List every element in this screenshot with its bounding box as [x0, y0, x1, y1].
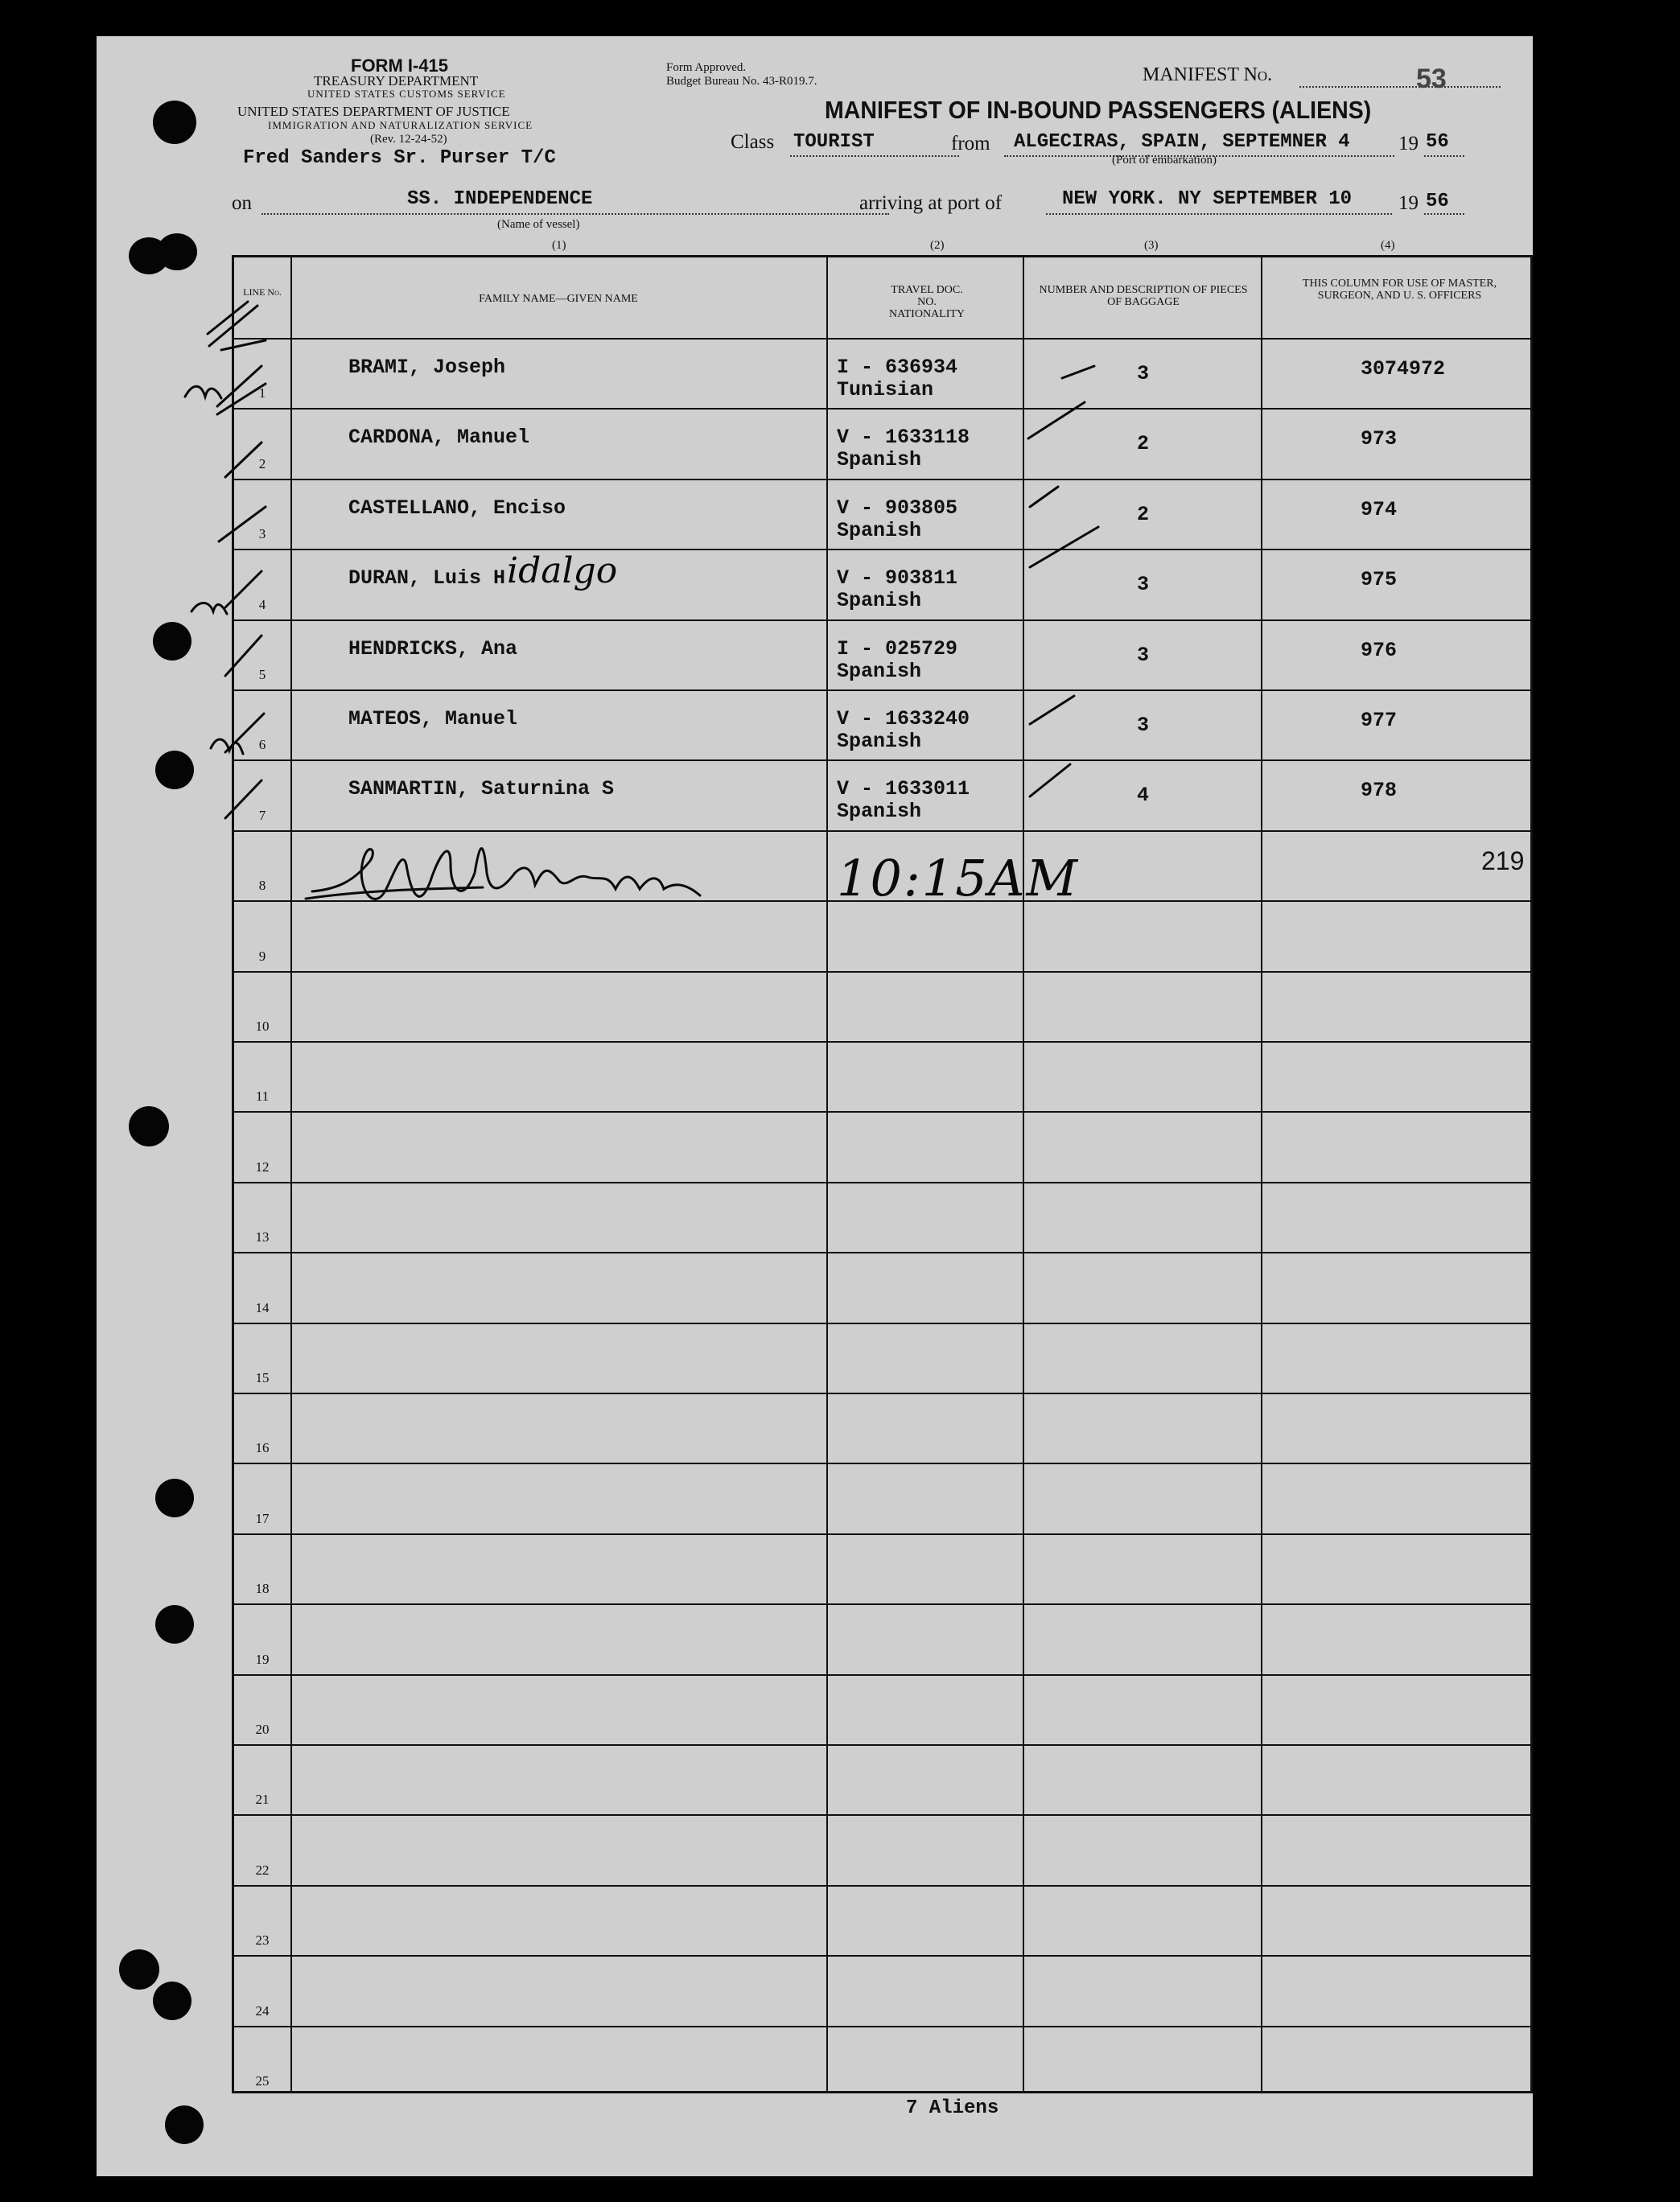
baggage-count: 4 [1137, 784, 1150, 808]
year-prefix-2: 19 [1398, 192, 1419, 214]
col-num-3: (3) [1144, 239, 1159, 252]
line-number: 2 [258, 455, 266, 471]
doc-tick [1030, 487, 1058, 507]
manifest-no: 53 [1416, 64, 1447, 94]
vessel-caption: (Name of vessel) [497, 218, 580, 231]
handwritten-marks [97, 36, 1533, 2176]
nationality: Tunisian [837, 378, 934, 401]
officer-number: 978 [1361, 779, 1398, 803]
form-approved: Form Approved. [666, 61, 747, 74]
officer-number: 977 [1361, 709, 1398, 732]
year-prefix-1: 19 [1398, 133, 1419, 154]
colhead-doc: TRAVEL DOC. NO. NATIONALITY [888, 284, 966, 320]
doc-tick [1028, 402, 1085, 438]
travel-doc-number: V - 1633118 [837, 426, 970, 450]
line-number: 8 [258, 878, 266, 894]
manifest-page [97, 36, 1533, 2176]
passenger-name: SANMARTIN, Saturnina S [348, 777, 615, 801]
line-number: 4 [258, 596, 266, 612]
initials-scribble [185, 386, 221, 398]
line-number: 22 [255, 1862, 270, 1878]
passenger-name-handwritten: idalgo [507, 550, 618, 592]
check-mark [217, 366, 266, 414]
passenger-name: MATEOS, Manuel [348, 707, 518, 731]
line-number: 18 [255, 1581, 270, 1597]
officer-number: 973 [1361, 427, 1398, 451]
arriving-label: arriving at port of [859, 192, 1003, 214]
time-stamp: 10:15AM [837, 849, 1079, 908]
line-number: 20 [255, 1722, 270, 1737]
form-number: FORM I-415 [351, 56, 449, 76]
travel-doc-number: V - 1633240 [837, 707, 970, 731]
nationality: Spanish [837, 800, 922, 824]
travel-doc-number: V - 903811 [837, 566, 958, 591]
line-number: 13 [255, 1229, 270, 1245]
passenger-name: DURAN, Luis H [348, 566, 506, 591]
line-number: 21 [255, 1792, 270, 1808]
colhead-line-no: LINE No. [243, 286, 282, 298]
line8-officer-number: 219 [1481, 846, 1525, 875]
line-number: 23 [255, 1932, 270, 1949]
colhead-name: FAMILY NAME—GIVEN NAME [479, 293, 638, 305]
manifest-no-label: MANIFEST No. [1143, 64, 1273, 85]
from-value: ALGECIRAS, SPAIN, SEPTEMNER 4 [1014, 131, 1350, 153]
line-number: 16 [255, 1440, 270, 1456]
class-value: TOURIST [793, 131, 875, 153]
page-title: MANIFEST OF IN-BOUND PASSENGERS (ALIENS) [825, 96, 1372, 124]
line-number: 12 [255, 1159, 270, 1175]
check-mark [225, 636, 261, 676]
officer-number: 975 [1361, 568, 1398, 592]
passenger-name: CASTELLANO, Enciso [348, 496, 566, 520]
arrival-value: NEW YORK. NY SEPTEMBER 10 [1062, 188, 1353, 210]
officer-number: 976 [1361, 638, 1398, 662]
nationality: Spanish [837, 730, 922, 753]
dept-ins: IMMIGRATION AND NATURALIZATION SERVICE [268, 119, 533, 131]
line-number: 17 [255, 1510, 270, 1526]
passenger-name: BRAMI, Joseph [348, 356, 506, 379]
class-label: Class [731, 131, 775, 153]
colhead-officers: THIS COLUMN FOR USE OF MASTER, SURGEON, AND U. S. OFFICERS [1302, 278, 1497, 302]
purser: Fred Sanders Sr. Purser T/C [243, 147, 556, 169]
colhead-baggage: NUMBER AND DESCRIPTION OF PIECES OF BAGGAGE [1039, 284, 1248, 308]
line-number: 5 [258, 667, 266, 682]
col-num-1: (1) [552, 239, 566, 252]
dept-treasury: TREASURY DEPARTMENT [314, 73, 479, 88]
col-num-2: (2) [930, 239, 945, 252]
col-num-4: (4) [1381, 239, 1395, 252]
baggage-count: 3 [1137, 643, 1150, 667]
line-number: 24 [255, 2002, 270, 2019]
line-number: 3 [258, 526, 266, 542]
form-revision: (Rev. 12-24-52) [370, 133, 447, 146]
nationality: Spanish [837, 448, 922, 472]
check-mark [208, 302, 266, 350]
line-number: 6 [258, 737, 266, 753]
nationality: Spanish [837, 589, 922, 613]
travel-doc-number: V - 1633011 [837, 777, 970, 801]
passenger-name: HENDRICKS, Ana [348, 636, 518, 661]
travel-doc-number: I - 636934 [837, 356, 958, 379]
line-number: 7 [258, 807, 266, 823]
doc-tick [1030, 696, 1074, 724]
travel-doc-number: V - 903805 [837, 496, 958, 520]
line-number: 10 [255, 1019, 270, 1034]
on-label: on [232, 192, 252, 214]
doc-tick [1030, 764, 1070, 796]
dept-customs: UNITED STATES CUSTOMS SERVICE [307, 88, 506, 100]
line-number: 11 [255, 1089, 270, 1105]
doc-tick [1062, 366, 1094, 378]
year-suffix-1: 56 [1426, 131, 1449, 153]
line-number: 9 [258, 948, 266, 964]
baggage-count: 3 [1137, 714, 1150, 737]
baggage-count: 2 [1137, 502, 1150, 526]
officer-number: 974 [1361, 497, 1398, 521]
line-number: 15 [255, 1370, 270, 1385]
vessel-name: SS. INDEPENDENCE [407, 188, 593, 210]
nationality: Spanish [837, 518, 922, 542]
dept-justice: UNITED STATES DEPARTMENT OF JUSTICE [237, 104, 510, 119]
baggage-count: 3 [1137, 362, 1150, 385]
line-number: 19 [255, 1651, 270, 1667]
travel-doc-number: I - 025729 [837, 636, 958, 661]
baggage-count: 2 [1137, 432, 1150, 456]
check-mark [219, 507, 266, 541]
budget-bureau: Budget Bureau No. 43-R019.7. [666, 75, 817, 88]
from-label: from [951, 133, 990, 154]
line-number: 14 [255, 1299, 270, 1315]
port-caption: (Port of embarkation) [1112, 154, 1217, 167]
footer-total: 7 Aliens [906, 2097, 999, 2119]
signature-underline [306, 887, 483, 899]
passenger-name: CARDONA, Manuel [348, 426, 530, 450]
initials-scribble [191, 603, 227, 614]
check-mark [225, 780, 261, 818]
line-number: 25 [255, 2073, 270, 2089]
check-mark [225, 571, 261, 607]
doc-tick [1030, 527, 1098, 567]
check-mark [225, 442, 261, 477]
nationality: Spanish [837, 659, 922, 683]
year-suffix-2: 56 [1426, 191, 1449, 212]
officer-number: 3074972 [1361, 357, 1446, 381]
line-number: 1 [258, 385, 266, 401]
baggage-count: 3 [1137, 573, 1150, 597]
